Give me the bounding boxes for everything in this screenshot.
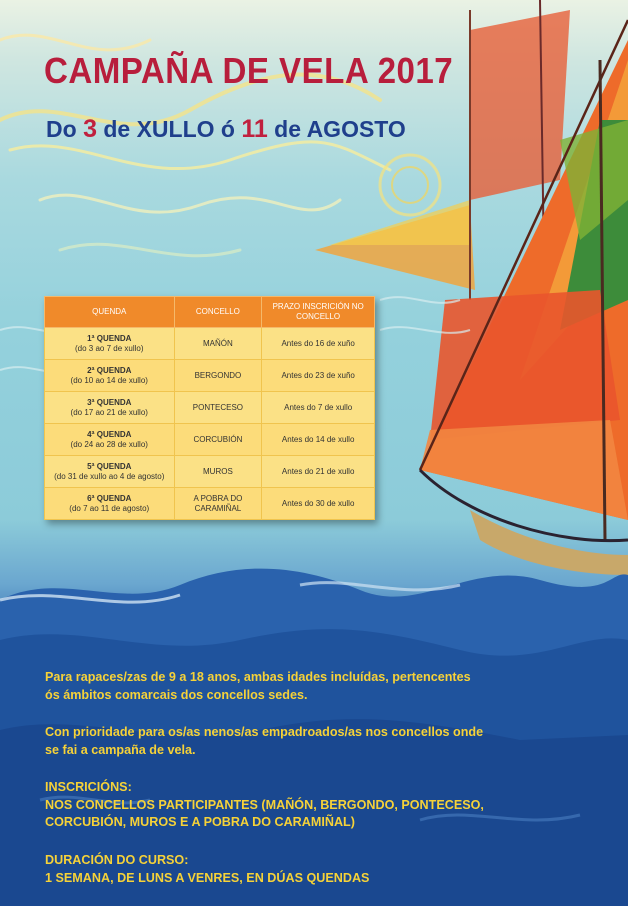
quenda-cell bbox=[45, 424, 175, 456]
quenda-label: 4ª QUENDA bbox=[87, 429, 132, 439]
table-row bbox=[45, 488, 375, 520]
quenda-label: 3ª QUENDA bbox=[87, 397, 132, 407]
subtitle-part: Do bbox=[46, 116, 84, 142]
quenda-cell bbox=[45, 360, 175, 392]
prazo-cell: Antes do 7 de xullo bbox=[262, 392, 375, 424]
eligibility-text bbox=[45, 669, 471, 704]
quenda-dates: (do 17 ao 21 de xullo) bbox=[70, 407, 148, 417]
info-line: Para rapaces/zas de 9 a 18 anos, ambas idades incluídas, pertencentes bbox=[45, 670, 471, 684]
table-header-row bbox=[45, 297, 375, 328]
concello-cell: CORCUBIÓN bbox=[174, 424, 262, 456]
table-row bbox=[45, 424, 375, 456]
info-line: 1 SEMANA, DE LUNS A VENRES, EN DÚAS QUENDAS bbox=[45, 870, 370, 885]
info-line: se fai a campaña de vela. bbox=[45, 742, 196, 757]
concello-cell: A POBRA DO CARAMIÑAL bbox=[174, 488, 262, 520]
end-day: 11 bbox=[241, 115, 268, 143]
quenda-cell bbox=[45, 488, 175, 520]
table-row bbox=[45, 360, 375, 392]
subtitle-part: de XULLO ó bbox=[96, 116, 242, 142]
prazo-cell: Antes do 23 de xuño bbox=[262, 360, 375, 392]
duration-text bbox=[45, 852, 369, 887]
quenda-dates: (do 31 de xullo ao 4 de agosto) bbox=[54, 471, 165, 481]
quenda-label: 5ª QUENDA bbox=[87, 461, 132, 471]
quenda-dates: (do 24 ao 28 de xullo) bbox=[70, 439, 148, 449]
quenda-cell bbox=[45, 392, 175, 424]
quenda-cell bbox=[45, 328, 175, 360]
header-prazo: PRAZO INSCRICIÓN NO CONCELLO bbox=[262, 297, 375, 328]
prazo-cell: Antes do 16 de xuño bbox=[262, 328, 375, 360]
concello-cell: MAÑÓN bbox=[174, 328, 262, 360]
quenda-dates: (do 7 ao 11 de agosto) bbox=[69, 503, 150, 513]
prazo-cell: Antes do 14 de xullo bbox=[262, 424, 375, 456]
info-heading: INSCRICIÓNS: bbox=[45, 780, 132, 794]
info-line: Con prioridade para os/as nenos/as empadroados/as nos concellos onde bbox=[45, 725, 484, 739]
start-day: 3 bbox=[83, 115, 97, 143]
quenda-label: 6ª QUENDA bbox=[87, 493, 132, 503]
priority-text bbox=[45, 724, 483, 759]
concello-cell: BERGONDO bbox=[174, 360, 262, 392]
table-row bbox=[45, 456, 375, 488]
schedule-table bbox=[44, 296, 375, 520]
registration-text bbox=[45, 779, 484, 832]
info-heading: DURACIÓN DO CURSO: bbox=[45, 853, 189, 867]
concello-cell: PONTECESO bbox=[174, 392, 262, 424]
prazo-cell: Antes do 30 de xullo bbox=[262, 488, 375, 520]
info-line: ós ámbitos comarcais dos concellos sedes. bbox=[45, 687, 308, 702]
info-line: CORCUBIÓN, MUROS E A POBRA DO CARAMIÑAL) bbox=[45, 815, 355, 829]
table-row bbox=[45, 392, 375, 424]
prazo-cell: Antes do 21 de xullo bbox=[262, 456, 375, 488]
subtitle-part: de AGOSTO bbox=[267, 116, 406, 142]
quenda-dates: (do 10 ao 14 de xullo) bbox=[70, 375, 148, 385]
poster-title: CAMPAÑA DE VELA 2017 bbox=[44, 50, 454, 91]
quenda-label: 2ª QUENDA bbox=[87, 365, 132, 375]
table-row bbox=[45, 328, 375, 360]
header-quenda: QUENDA bbox=[45, 297, 175, 328]
info-line: NOS CONCELLOS PARTICIPANTES (MAÑÓN, BERGONDO, PONTECESO, bbox=[45, 797, 484, 812]
header-concello: CONCELLO bbox=[174, 297, 262, 328]
concello-cell: MUROS bbox=[174, 456, 262, 488]
poster-subtitle bbox=[46, 115, 406, 144]
quenda-label: 1ª QUENDA bbox=[87, 333, 132, 343]
quenda-dates: (do 3 ao 7 de xullo) bbox=[75, 343, 144, 353]
quenda-cell bbox=[45, 456, 175, 488]
